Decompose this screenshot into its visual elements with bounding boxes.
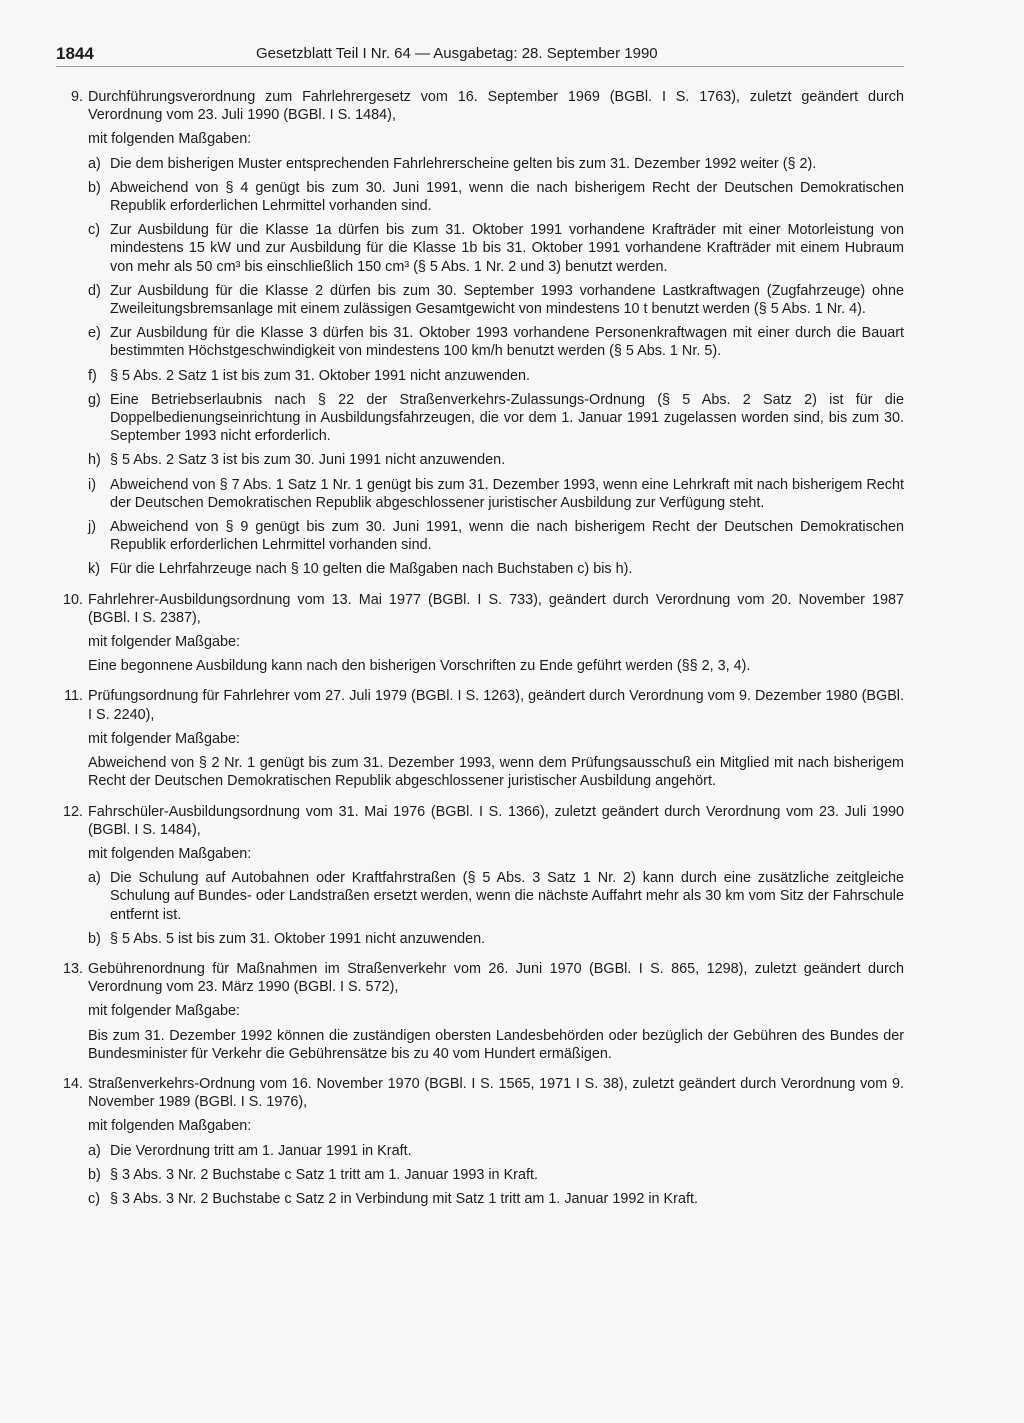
sub-item-text: § 3 Abs. 3 Nr. 2 Buchstabe c Satz 2 in Verbindung mit Satz 1 tritt am 1. Januar 1992 in Kraft. xyxy=(110,1190,698,1207)
sub-item-text: § 5 Abs. 2 Satz 3 ist bis zum 30. Juni 1991 nicht anzuwenden. xyxy=(110,452,506,469)
item-lead: mit folgenden Maßgaben: xyxy=(88,131,252,148)
item-number: 14. xyxy=(62,1075,83,1092)
sub-item-text: Für die Lehrfahrzeuge nach § 10 gelten die Maßgaben nach Buchstaben c) bis h). xyxy=(110,561,633,578)
sub-item-text: Abweichend von § 7 Abs. 1 Satz 1 Nr. 1 genügt bis zum 31. Dezember 1993, wenn eine Lehrkraft mit nach bisherigem Recht der Deutschen Demokratischen Republik abgeschlossener juristischer Ausbildung zur Verfügung steht. xyxy=(110,476,904,511)
sub-item xyxy=(88,324,904,360)
sub-item-text: Abweichend von § 4 genügt bis zum 30. Juni 1991, wenn die nach bisherigem Recht der Deutschen Demokratischen Republik erforderlichen Lehrmittel vorhanden sind. xyxy=(110,179,904,215)
item-number: 9. xyxy=(70,89,83,105)
sub-item xyxy=(88,282,904,318)
sub-item-text: Die Verordnung tritt am 1. Januar 1991 in Kraft. xyxy=(110,1142,412,1159)
item-provision: Eine begonnene Ausbildung kann nach den bisherigen Vorschriften zu Ende geführt werden (§§ 2, 3, 4). xyxy=(88,658,751,675)
sub-item xyxy=(88,391,904,446)
sub-item-text: Die dem bisherigen Muster entsprechenden Fahrlehrerscheine gelten bis zum 31. Dezember 1992 weiter (§ 2). xyxy=(110,155,817,172)
sub-item xyxy=(88,518,904,554)
sub-item-text: Die Schulung auf Autobahnen oder Kraftfahrstraßen (§ 5 Abs. 3 Satz 1 Nr. 2) kann durch eine zusätzliche zeitgleiche Schulung auf Bundes- oder Landstraßen ersetzt werden, wenn die nächste Auffahrt mehr als 30 km vom Sitz der Fahrschule entfernt ist. xyxy=(110,870,904,923)
sub-item-text: Eine Betriebserlaubnis nach § 22 der Straßenverkehrs-Zulassungs-Ordnung (§ 5 Abs. 2 Satz 2) ist für die Doppelbedienungseinrichtung in Ausbildungsfahrzeugen, die vor dem 1. Januar 1991 zugelassen worden sind, bis zum 30. September 1993 nicht erforderlich. xyxy=(110,391,904,445)
item-text: Straßenverkehrs-Ordnung vom 16. November 1970 (BGBl. I S. 1565, 1971 I S. 38), zuletzt geändert durch Verordnung vom 9. November 1989 (BGBl. I S. 1976), xyxy=(88,1075,904,1111)
item-lead: mit folgender Maßgabe: xyxy=(88,730,240,747)
sub-item-letter: j) xyxy=(88,519,96,536)
sub-item-text: § 5 Abs. 5 ist bis zum 31. Oktober 1991 nicht anzuwenden. xyxy=(110,930,486,947)
header-title: Gesetzblatt Teil I Nr. 64 — Ausgabetag: 28. September 1990 xyxy=(256,45,658,62)
sub-item xyxy=(88,1166,904,1184)
sub-item-letter: e) xyxy=(88,325,101,342)
sub-item-text: Zur Ausbildung für die Klasse 2 dürfen bis zum 30. September 1993 vorhandene Lastkraftwagen (Zugfahrzeuge) ohne Zweileitungsbremsanlage mit einem zulässigen Gesamtgewicht von mindestens 10 t benutzt werden (§ 5 Abs. 1 Nr. 4). xyxy=(110,282,904,318)
list-item xyxy=(56,687,904,790)
item-lead: mit folgenden Maßgaben: xyxy=(88,1118,252,1135)
page-number: 1844 xyxy=(56,44,94,63)
list-item xyxy=(56,803,904,948)
sub-item xyxy=(88,1142,904,1160)
sub-item-text: § 3 Abs. 3 Nr. 2 Buchstabe c Satz 1 tritt am 1. Januar 1993 in Kraft. xyxy=(110,1166,538,1183)
sub-item-letter: g) xyxy=(88,391,101,408)
sub-item-letter: b) xyxy=(88,930,101,947)
item-number: 12. xyxy=(62,803,83,820)
sub-item-letter: c) xyxy=(88,1190,100,1207)
sub-item-text: Zur Ausbildung für die Klasse 1a dürfen bis zum 31. Oktober 1991 vorhandene Krafträder mit einer Motorleistung von mindestens 15 kW und zur Ausbildung für die Klasse 1b bis 31. Oktober 1991 vorhandene Krafträder mit einem Hubraum von mehr als 50 cm³ bis einschließlich 150 cm³ (§ 5 Abs. 1 Nr. 2 und 3) benutzt werden. xyxy=(110,222,904,275)
sub-item-letter: h) xyxy=(88,452,101,469)
item-text: Fahrlehrer-Ausbildungsordnung vom 13. Mai 1977 (BGBl. I S. 733), geändert durch Verordnung vom 20. November 1987 (BGBl. I S. 2387), xyxy=(88,591,904,626)
sub-item xyxy=(88,560,904,578)
item-text: Durchführungsverordnung zum Fahrlehrergesetz vom 16. September 1969 (BGBl. I S. 1763), zuletzt geändert durch Verordnung vom 23. Juli 1990 (BGBl. I S. 1484), xyxy=(88,89,904,124)
item-lead: mit folgender Maßgabe: xyxy=(88,634,240,651)
item-lead: mit folgenden Maßgaben: xyxy=(88,845,252,862)
list-item xyxy=(56,591,904,676)
sub-item xyxy=(88,1190,904,1208)
sub-item xyxy=(88,451,904,469)
item-text: Gebührenordnung für Maßnahmen im Straßenverkehr vom 26. Juni 1970 (BGBl. I S. 865, 1298), zuletzt geändert durch Verordnung vom 23. März 1990 (BGBl. I S. 572), xyxy=(88,960,904,996)
list-item xyxy=(56,1075,904,1208)
sub-item-letter: k) xyxy=(88,561,100,578)
item-lead: mit folgender Maßgabe: xyxy=(88,1003,240,1020)
sub-item-letter: b) xyxy=(88,1166,101,1183)
sub-item xyxy=(88,476,904,512)
sub-item xyxy=(88,367,904,385)
sub-item xyxy=(88,155,904,173)
sub-item-letter: f) xyxy=(88,367,97,384)
list-item xyxy=(56,88,904,579)
item-provision: Bis zum 31. Dezember 1992 können die zuständigen obersten Landesbehörden oder bezüglich der Gebühren des Bundes der Bundesminister für Verkehr die Gebührensätze bis zu 40 vom Hundert ermäßigen. xyxy=(88,1027,904,1062)
sub-item-letter: c) xyxy=(88,222,100,239)
sub-item-text: § 5 Abs. 2 Satz 1 ist bis zum 31. Oktober 1991 nicht anzuwenden. xyxy=(110,367,530,384)
sub-item xyxy=(88,221,904,276)
page-header xyxy=(56,44,904,67)
item-text: Prüfungsordnung für Fahrlehrer vom 27. Juli 1979 (BGBl. I S. 1263), geändert durch Verordnung vom 9. Dezember 1980 (BGBl. I S. 2240), xyxy=(88,688,904,723)
item-number: 13. xyxy=(62,960,83,977)
list-item xyxy=(56,960,904,1063)
sub-item-letter: b) xyxy=(88,179,101,196)
sub-item-letter: a) xyxy=(88,870,101,887)
item-text: Fahrschüler-Ausbildungsordnung vom 31. Mai 1976 (BGBl. I S. 1366), zuletzt geändert durch Verordnung vom 23. Juli 1990 (BGBl. I S. 1484), xyxy=(88,803,904,838)
sub-item xyxy=(88,179,904,215)
sub-item-letter: i) xyxy=(88,476,96,493)
item-provision: Abweichend von § 2 Nr. 1 genügt bis zum 31. Dezember 1993, wenn dem Prüfungsausschuß ein Mitglied mit nach bisherigem Recht der Deutschen Demokratischen Republik abgeschlossener juristischer Ausbildung angehört. xyxy=(88,755,904,790)
sub-item-letter: d) xyxy=(88,282,101,299)
sub-item-letter: a) xyxy=(88,1142,101,1159)
sub-item-text: Abweichend von § 9 genügt bis zum 30. Juni 1991, wenn die nach bisherigem Recht der Deutschen Demokratischen Republik erforderlichen Lehrmittel vorhanden sind. xyxy=(110,519,904,554)
sub-item-letter: a) xyxy=(88,155,101,172)
document-body xyxy=(56,88,904,1220)
sub-item xyxy=(88,930,904,948)
sub-item xyxy=(88,869,904,924)
item-number: 11. xyxy=(64,688,83,705)
sub-item-text: Zur Ausbildung für die Klasse 3 dürfen bis 31. Oktober 1993 vorhandene Personenkraftwagen mit einer durch die Bauart bestimmten Höchstgeschwindigkeit von mindestens 100 km/h benutzt werden (§ 5 Abs. 1 Nr. 5). xyxy=(110,325,904,360)
item-number: 10. xyxy=(62,591,83,608)
